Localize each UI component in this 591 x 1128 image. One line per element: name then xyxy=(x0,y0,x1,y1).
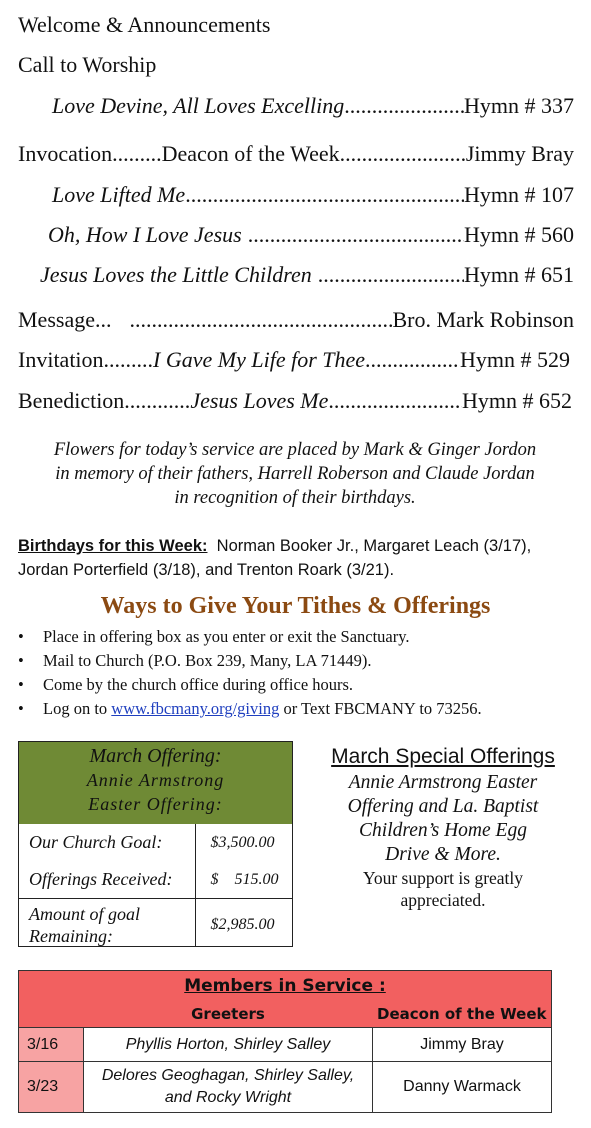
message-speaker: Bro. Mark Robinson xyxy=(392,307,574,332)
ways-to-give-title: Ways to Give Your Tithes & Offerings xyxy=(100,593,491,619)
leader-dots xyxy=(312,262,464,288)
giving-prefix: Log on to xyxy=(43,699,108,718)
list-item: • Mail to Church (P.O. Box 239, Many, LA 71449). xyxy=(18,649,482,673)
march-offering-sub: Easter Offering: xyxy=(88,794,223,814)
leader-dots xyxy=(344,93,464,119)
list-item: • Place in offering box as you enter or exit the Sanctuary. xyxy=(18,625,482,649)
hymn-title: Love Lifted Me xyxy=(52,182,186,207)
received-value: $ 515.00 xyxy=(210,870,279,888)
table-row xyxy=(19,1028,552,1062)
hymn-number: Hymn # 337 xyxy=(464,93,574,118)
leader-dots xyxy=(365,347,460,373)
invitation-label: Invitation......... xyxy=(18,347,154,372)
members-caption: Members in Service : xyxy=(19,971,552,1002)
table-row xyxy=(19,1062,552,1113)
birthdays-names: Jordan Porterfield (3/18), and Trenton Roark (3/21). xyxy=(18,561,395,579)
support-text xyxy=(310,867,576,911)
march-offering-header xyxy=(19,742,292,824)
leader-dots xyxy=(111,307,392,333)
leader-dots xyxy=(340,141,466,167)
benediction-label: Benediction............ xyxy=(18,388,191,413)
benediction-line xyxy=(18,388,572,414)
giving-link[interactable]: www.fbcmany.org/giving xyxy=(111,699,280,718)
goal-value: $3,500.00 xyxy=(210,833,275,851)
support-line: appreciated. xyxy=(400,890,486,910)
special-offerings xyxy=(310,745,576,911)
invitation-hymn-title: I Gave My Life for Thee xyxy=(153,347,366,372)
hymn-title: Jesus Loves the Little Children xyxy=(40,262,312,287)
support-line: Your support is greatly xyxy=(362,868,524,888)
table-caption-row xyxy=(19,971,552,1002)
hymn-title: Oh, How I Love Jesus xyxy=(48,222,242,247)
invocation-label: Invocation......... xyxy=(18,141,162,166)
giving-suffix: or Text FBCMANY to 73256. xyxy=(283,699,482,718)
greeters-line: Delores Geoghagan, Shirley Salley, xyxy=(101,1067,355,1084)
birthdays-label: Birthdays for this Week: xyxy=(18,537,208,555)
hymn-number: Hymn # 651 xyxy=(464,262,574,287)
deacon-cell: Danny Warmack xyxy=(373,1062,552,1113)
welcome-line: Welcome & Announcements xyxy=(18,12,271,37)
remaining-value: $2,985.00 xyxy=(198,899,292,952)
list-item xyxy=(18,697,482,721)
hymn-number: Hymn # 560 xyxy=(464,222,574,247)
desc-line: Children’s Home Egg xyxy=(359,820,527,841)
hymn-line-337 xyxy=(52,93,574,119)
hymn-title: Love Devine, All Loves Excelling xyxy=(52,93,345,118)
birthdays-section xyxy=(18,534,578,582)
invocation-line xyxy=(18,141,574,167)
received-label: Offerings Received: xyxy=(29,869,173,889)
leader-dots xyxy=(328,388,462,414)
table-row xyxy=(19,861,292,899)
hymn-line-651 xyxy=(40,262,574,288)
birthdays-names: Norman Booker Jr., Margaret Leach (3/17), xyxy=(216,537,532,555)
table-row xyxy=(19,899,292,952)
invitation-line xyxy=(18,347,570,373)
remaining-label-line: Amount of goal xyxy=(29,904,140,924)
service-date: 3/23 xyxy=(19,1062,84,1113)
invocation-role: Deacon of the Week xyxy=(161,141,340,166)
hymn-number: Hymn # 529 xyxy=(460,347,570,372)
service-date: 3/16 xyxy=(19,1028,84,1062)
hymn-number: Hymn # 652 xyxy=(462,388,572,413)
hymn-number: Hymn # 107 xyxy=(464,182,574,207)
benediction-hymn-title: Jesus Loves Me xyxy=(190,388,329,413)
desc-line: Annie Armstrong Easter xyxy=(348,772,538,793)
special-offerings-desc xyxy=(310,771,576,867)
hymn-line-107 xyxy=(52,182,574,208)
leader-dots xyxy=(185,182,464,208)
remaining-label xyxy=(19,899,198,952)
message-label: Message... xyxy=(18,307,112,332)
march-offering-box xyxy=(18,741,293,947)
invocation-person: Jimmy Bray xyxy=(465,141,574,166)
special-offerings-title: March Special Offerings xyxy=(331,745,555,768)
desc-line: Drive & More. xyxy=(385,844,501,865)
date-column-header xyxy=(19,1001,84,1028)
flowers-line: in recognition of their birthdays. xyxy=(174,488,416,508)
greeters-cell: Phyllis Horton, Shirley Salley xyxy=(84,1028,373,1062)
deacon-column-header: Deacon of the Week xyxy=(373,1001,552,1028)
call-to-worship-line: Call to Worship xyxy=(18,52,157,77)
list-item: • Come by the church office during office hours. xyxy=(18,673,482,697)
deacon-cell: Jimmy Bray xyxy=(373,1028,552,1062)
table-header-row xyxy=(19,1001,552,1028)
hymn-line-560 xyxy=(48,222,574,248)
desc-line: Offering and La. Baptist xyxy=(347,796,539,817)
goal-label: Our Church Goal: xyxy=(29,832,163,852)
remaining-label-line: Remaining: xyxy=(29,926,113,946)
flowers-line: in memory of their fathers, Harrell Roberson and Claude Jordan xyxy=(55,464,535,484)
greeters-line: and Rocky Wright xyxy=(164,1089,292,1106)
message-line xyxy=(18,307,574,333)
leader-dots xyxy=(242,222,464,248)
flowers-notice xyxy=(14,438,576,510)
flowers-line: Flowers for today’s service are placed by Mark & Ginger Jordon xyxy=(53,440,537,460)
greeters-column-header: Greeters xyxy=(84,1001,373,1028)
greeters-cell xyxy=(84,1062,373,1113)
table-row xyxy=(19,824,292,861)
march-offering-heading: March Offering: xyxy=(89,745,222,767)
ways-to-give-list xyxy=(18,625,482,721)
members-in-service-table xyxy=(18,970,552,1113)
march-offering-sub: Annie Armstrong xyxy=(86,770,225,790)
offering-table xyxy=(19,824,292,951)
